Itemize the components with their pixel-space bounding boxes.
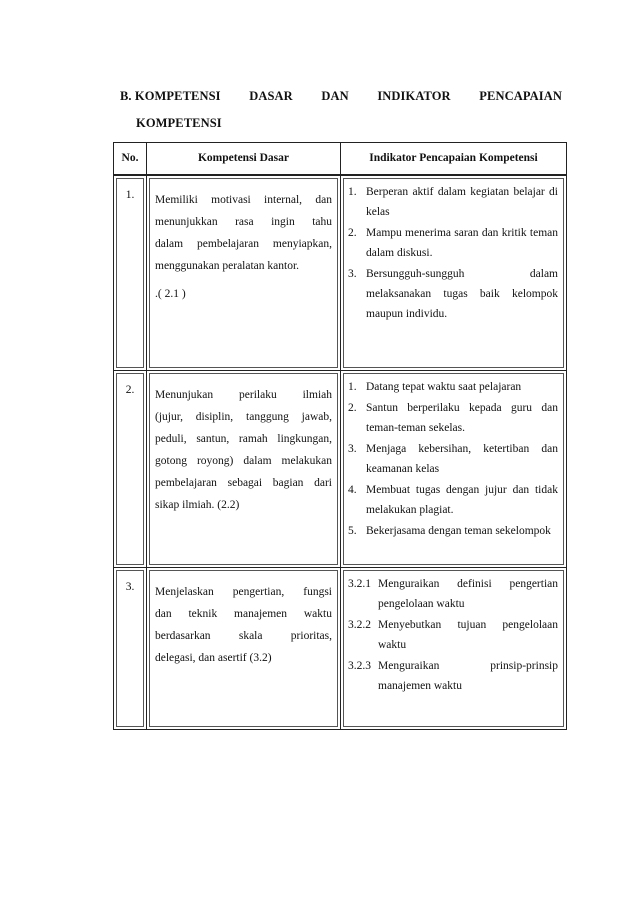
heading-line-1 — [120, 89, 562, 104]
item-number: 3.2.1 — [348, 577, 371, 590]
header-kompetensi-dasar: Kompetensi Dasar — [147, 143, 341, 175]
table-row — [114, 370, 567, 567]
item-text: Menyebutkan tujuan pengelolaan waktu — [378, 618, 558, 651]
item-number: 4. — [348, 483, 357, 496]
list-item — [348, 521, 558, 541]
item-text: Bekerjasama dengan teman sekelompok — [366, 524, 551, 537]
list-item — [348, 264, 558, 324]
item-number: 2. — [348, 401, 357, 414]
item-number: 5. — [348, 524, 357, 537]
kd-line: dan teknik manajemen waktu — [155, 607, 332, 620]
item-text: Menguraikan definisi pengertian pengelolaan waktu — [378, 577, 558, 610]
list-item — [348, 398, 558, 438]
row-number: 1. — [116, 178, 144, 368]
kd-line: Menunjukan perilaku ilmiah — [155, 388, 332, 401]
section-heading — [120, 89, 562, 131]
item-number: 1. — [348, 380, 357, 393]
kd-line: gotong royong) dalam melakukan — [155, 454, 332, 467]
kompetensi-dasar-cell — [149, 570, 338, 727]
item-text: Membuat tugas dengan jujur dan tidak melakukan plagiat. — [366, 483, 558, 516]
table-row — [114, 567, 567, 729]
item-number: 1. — [348, 185, 357, 198]
item-text: Menguraikan prinsip-prinsip manajemen waktu — [378, 659, 558, 692]
table-row — [114, 175, 567, 371]
row-number: 3. — [116, 570, 144, 727]
kompetensi-dasar-cell — [149, 178, 338, 368]
list-item — [348, 377, 558, 397]
item-text: Santun berperilaku kepada guru dan teman-teman sekelas. — [366, 401, 558, 434]
list-item — [348, 480, 558, 520]
heading-word: INDIKATOR — [377, 89, 451, 103]
table-header-row — [114, 143, 567, 175]
indikator-cell — [343, 178, 564, 368]
kd-line: menggunakan peralatan kantor. — [155, 259, 300, 272]
item-text: Menjaga kebersihan, ketertiban dan keamanan kelas — [366, 442, 558, 475]
list-item — [348, 182, 558, 222]
heading-word: PENCAPAIAN — [479, 89, 562, 103]
kd-line: Memiliki motivasi internal, dan — [155, 193, 332, 206]
indikator-cell — [343, 570, 564, 727]
list-item — [348, 615, 558, 655]
header-no: No. — [114, 143, 147, 175]
heading-word: DAN — [321, 89, 349, 103]
heading-word: B. KOMPETENSI — [120, 89, 221, 103]
kd-line: sikap ilmiah. (2.2) — [155, 498, 240, 511]
item-text: Berperan aktif dalam kegiatan belajar di kelas — [366, 185, 558, 218]
kd-line: berdasarkan skala prioritas, — [155, 629, 332, 642]
item-text: Bersungguh-sungguh dalam melaksanakan tugas baik kelompok maupun individu. — [366, 267, 558, 320]
heading-line-2: KOMPETENSI — [136, 116, 222, 130]
list-item — [348, 439, 558, 479]
kompetensi-table — [113, 142, 567, 730]
kd-line: dalam pembelajaran menyiapkan, — [155, 237, 332, 250]
item-text: Mampu menerima saran dan kritik teman dalam diskusi. — [366, 226, 558, 259]
kd-line: delegasi, dan asertif (3.2) — [155, 651, 272, 664]
list-item — [348, 574, 558, 614]
item-number: 2. — [348, 226, 357, 239]
item-number: 3. — [348, 267, 357, 280]
list-item — [348, 656, 558, 696]
kd-line: peduli, santun, ramah lingkungan, — [155, 432, 332, 445]
item-number: 3. — [348, 442, 357, 455]
kompetensi-dasar-cell — [149, 373, 338, 565]
item-number: 3.2.2 — [348, 618, 371, 631]
kd-reference: .( 2.1 ) — [155, 287, 186, 300]
kd-line: Menjelaskan pengertian, fungsi — [155, 585, 332, 598]
item-number: 3.2.3 — [348, 659, 371, 672]
heading-word: DASAR — [249, 89, 293, 103]
indikator-cell — [343, 373, 564, 565]
header-indikator: Indikator Pencapaian Kompetensi — [341, 143, 567, 175]
row-number: 2. — [116, 373, 144, 565]
item-text: Datang tepat waktu saat pelajaran — [366, 380, 522, 393]
kd-line: pembelajaran sebagai bagian dari — [155, 476, 332, 489]
kd-line: menunjukkan rasa ingin tahu — [155, 215, 332, 228]
list-item — [348, 223, 558, 263]
kd-line: (jujur, disiplin, tanggung jawab, — [155, 410, 332, 423]
